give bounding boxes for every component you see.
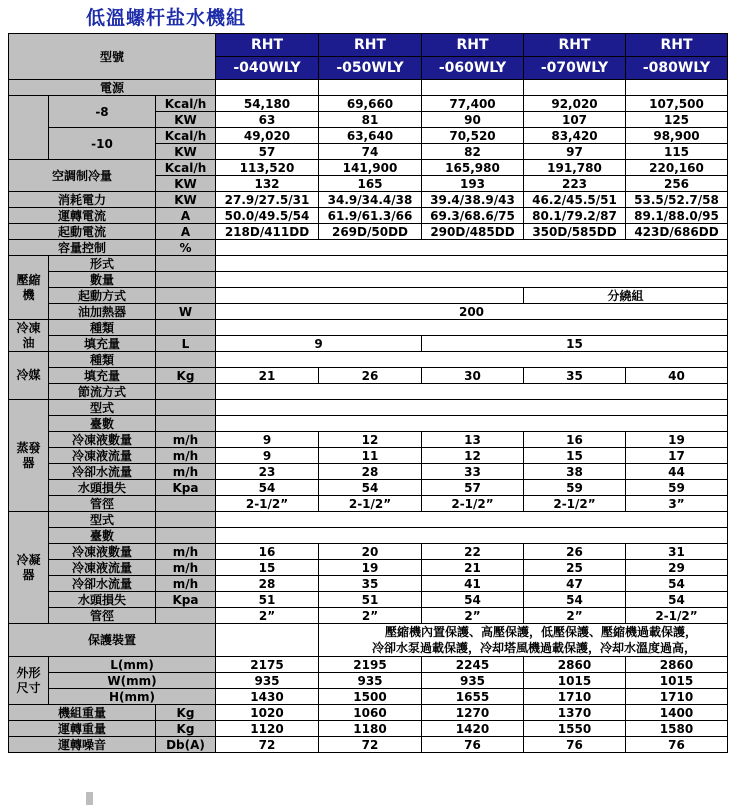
value-cell: 69,660 [319, 96, 422, 112]
unit-cell [156, 512, 216, 528]
value-cell: 290D/485DD [422, 224, 524, 240]
empty-cell [216, 528, 728, 544]
value-cell: 38 [524, 464, 626, 480]
row-label: 填充量 [49, 368, 156, 384]
temperature-label: -10 [49, 128, 156, 160]
table-row [9, 512, 728, 528]
table-row [9, 576, 728, 592]
table-row [9, 624, 728, 657]
model-name-line1: RHT [626, 34, 728, 57]
value-cell: 76 [626, 737, 728, 753]
value-cell: 40 [626, 368, 728, 384]
value-cell: 31 [626, 544, 728, 560]
table-row [9, 256, 728, 272]
value-cell: 220,160 [626, 160, 728, 176]
value-cell: 21 [422, 560, 524, 576]
value-cell: 27.9/27.5/31 [216, 192, 319, 208]
value-cell: 63,640 [319, 128, 422, 144]
empty-cell [216, 240, 728, 256]
table-row [9, 400, 728, 416]
value-cell: 1120 [216, 721, 319, 737]
model-name-line2: -050WLY [319, 57, 422, 80]
row-label: 起動電流 [9, 224, 156, 240]
value-cell: 23 [216, 464, 319, 480]
row-label: 油加熱器 [49, 304, 156, 320]
spec-table-body [9, 34, 728, 753]
unit-cell: m/h [156, 464, 216, 480]
table-row [9, 608, 728, 624]
value-cell: 28 [319, 464, 422, 480]
value-cell: 1270 [422, 705, 524, 721]
row-label: 消耗電力 [9, 192, 156, 208]
ac-cooling-label: 空調制冷量 [9, 160, 156, 192]
value-cell: 218D/411DD [216, 224, 319, 240]
unit-cell: KW [156, 144, 216, 160]
row-label: 水頭損失 [49, 480, 156, 496]
value-cell: 51 [216, 592, 319, 608]
table-row [9, 496, 728, 512]
value-cell: 423D/686DD [626, 224, 728, 240]
value-cell: 51 [319, 592, 422, 608]
value-cell: 76 [422, 737, 524, 753]
value-cell: 16 [524, 432, 626, 448]
table-row [9, 384, 728, 400]
value-cell: 269D/50DD [319, 224, 422, 240]
unit-cell [156, 496, 216, 512]
row-label: 型式 [49, 400, 156, 416]
value-cell: 935 [216, 673, 319, 689]
value-cell: 74 [319, 144, 422, 160]
unit-cell: m/h [156, 448, 216, 464]
oil-heater-value: 200 [216, 304, 728, 320]
table-row [9, 368, 728, 384]
unit-cell: KW [156, 112, 216, 128]
value-cell: 21 [216, 368, 319, 384]
value-cell: 63 [216, 112, 319, 128]
model-name-line2: -040WLY [216, 57, 319, 80]
value-cell: 1655 [422, 689, 524, 705]
oil-fill-value: 9 [216, 336, 422, 352]
value-cell: 15 [524, 448, 626, 464]
empty-cell [216, 512, 728, 528]
table-row [9, 160, 728, 176]
value-cell: 72 [216, 737, 319, 753]
value-cell: 69.3/68.6/75 [422, 208, 524, 224]
value-cell: 98,900 [626, 128, 728, 144]
value-cell: 92,020 [524, 96, 626, 112]
unit-cell [156, 288, 216, 304]
unit-cell [156, 416, 216, 432]
value-cell: 54 [524, 592, 626, 608]
table-row [9, 192, 728, 208]
value-cell: 1020 [216, 705, 319, 721]
unit-cell: KW [156, 192, 216, 208]
value-cell: 1420 [422, 721, 524, 737]
value-cell: 76 [524, 737, 626, 753]
value-cell: 61.9/61.3/66 [319, 208, 422, 224]
value-cell: 1060 [319, 705, 422, 721]
value-cell: 35 [319, 576, 422, 592]
row-label: 冷凍液數量 [49, 544, 156, 560]
value-cell: 9 [216, 432, 319, 448]
value-cell: 1015 [524, 673, 626, 689]
unit-cell: L [156, 336, 216, 352]
value-cell: 1710 [524, 689, 626, 705]
unit-cell [156, 272, 216, 288]
value-cell: 1370 [524, 705, 626, 721]
unit-cell: Kg [156, 721, 216, 737]
table-row [9, 80, 728, 96]
value-cell: 193 [422, 176, 524, 192]
value-cell: 49,020 [216, 128, 319, 144]
unit-cell [156, 352, 216, 368]
unit-cell: Db(A) [156, 737, 216, 753]
value-cell: 2-1/2” [524, 496, 626, 512]
value-cell: 97 [524, 144, 626, 160]
value-cell: 82 [422, 144, 524, 160]
unit-cell: Kcal/h [156, 160, 216, 176]
start-method-value: 分繞組 [524, 288, 728, 304]
value-cell: 46.2/45.5/51 [524, 192, 626, 208]
table-row [9, 336, 728, 352]
row-label: 冷凍液流量 [49, 560, 156, 576]
value-cell: 1500 [319, 689, 422, 705]
value-cell: 132 [216, 176, 319, 192]
table-row [9, 448, 728, 464]
empty-cell [216, 272, 728, 288]
unit-cell: Kcal/h [156, 128, 216, 144]
unit-cell: Kg [156, 705, 216, 721]
value-cell: 11 [319, 448, 422, 464]
empty-cell [216, 352, 728, 368]
unit-cell: Kg [156, 368, 216, 384]
value-cell: 9 [216, 448, 319, 464]
value-cell: 2-1/2” [319, 496, 422, 512]
table-row [9, 96, 728, 112]
unit-cell: m/h [156, 432, 216, 448]
row-label: 運轉電流 [9, 208, 156, 224]
value-cell: 1550 [524, 721, 626, 737]
value-cell: 165,980 [422, 160, 524, 176]
empty-cell [216, 256, 728, 272]
value-cell: 70,520 [422, 128, 524, 144]
model-name-line2: -060WLY [422, 57, 524, 80]
empty-cell [524, 80, 626, 96]
refrigerant-group: 冷媒 [9, 352, 49, 400]
value-cell: 1580 [626, 721, 728, 737]
unit-cell [156, 608, 216, 624]
value-cell: 54 [319, 480, 422, 496]
unit-cell [156, 400, 216, 416]
table-row [9, 737, 728, 753]
value-cell: 113,520 [216, 160, 319, 176]
value-cell: 57 [422, 480, 524, 496]
value-cell: 191,780 [524, 160, 626, 176]
table-row [9, 705, 728, 721]
empty-cell [422, 80, 524, 96]
value-cell: 1710 [626, 689, 728, 705]
value-cell: 39.4/38.9/43 [422, 192, 524, 208]
empty-cell [216, 288, 524, 304]
value-cell: 12 [422, 448, 524, 464]
protection-text [319, 624, 728, 657]
unit-cell: W [156, 304, 216, 320]
row-label: 型式 [49, 512, 156, 528]
value-cell: 25 [524, 560, 626, 576]
unit-cell [156, 528, 216, 544]
table-row [9, 528, 728, 544]
row-label: 運轉重量 [9, 721, 156, 737]
value-cell: 935 [319, 673, 422, 689]
table-row [9, 128, 728, 144]
empty-cell [216, 400, 728, 416]
value-cell: 165 [319, 176, 422, 192]
table-row [9, 689, 728, 705]
table-row [9, 721, 728, 737]
value-cell: 19 [319, 560, 422, 576]
row-label: L(mm) [49, 657, 216, 673]
unit-cell: m/h [156, 560, 216, 576]
unit-cell: m/h [156, 544, 216, 560]
value-cell: 2245 [422, 657, 524, 673]
table-row [9, 560, 728, 576]
value-cell: 57 [216, 144, 319, 160]
value-cell: 54 [422, 592, 524, 608]
value-cell: 47 [524, 576, 626, 592]
table-row [9, 208, 728, 224]
model-name-line1: RHT [422, 34, 524, 57]
value-cell: 15 [216, 560, 319, 576]
value-cell: 13 [422, 432, 524, 448]
unit-cell [156, 384, 216, 400]
value-cell: 115 [626, 144, 728, 160]
value-cell: 1400 [626, 705, 728, 721]
row-label: 容量控制 [9, 240, 156, 256]
row-label: 形式 [49, 256, 156, 272]
evaporator-group: 蒸發器 [9, 400, 49, 512]
value-cell: 19 [626, 432, 728, 448]
empty-cell [319, 80, 422, 96]
table-row [9, 657, 728, 673]
value-cell: 935 [422, 673, 524, 689]
value-cell: 54 [626, 576, 728, 592]
protection-line: 壓縮機內置保護、高壓保護，低壓保護、壓縮機過載保護， [384, 625, 697, 639]
row-label: 臺數 [49, 528, 156, 544]
table-row [9, 34, 728, 57]
value-cell: 3” [626, 496, 728, 512]
value-cell: 2” [524, 608, 626, 624]
page-marker [86, 792, 93, 805]
oil-fill-value: 15 [422, 336, 728, 352]
value-cell: 2860 [524, 657, 626, 673]
value-cell: 2860 [626, 657, 728, 673]
unit-cell: A [156, 208, 216, 224]
value-cell: 54 [626, 592, 728, 608]
value-cell: 350D/585DD [524, 224, 626, 240]
value-cell: 29 [626, 560, 728, 576]
empty-cell [216, 624, 319, 657]
power-label: 電源 [9, 80, 216, 96]
protection-line: 冷卻水泵過載保護，冷却塔風機過載保護，冷却水溫度過高， [371, 641, 696, 655]
row-label: 運轉噪音 [9, 737, 156, 753]
value-cell: 35 [524, 368, 626, 384]
value-cell: 256 [626, 176, 728, 192]
table-row [9, 240, 728, 256]
value-cell: 2-1/2” [216, 496, 319, 512]
unit-cell: A [156, 224, 216, 240]
value-cell: 17 [626, 448, 728, 464]
unit-cell [156, 256, 216, 272]
value-cell: 28 [216, 576, 319, 592]
value-cell: 80.1/79.2/87 [524, 208, 626, 224]
value-cell: 81 [319, 112, 422, 128]
unit-cell: m/h [156, 576, 216, 592]
value-cell: 30 [422, 368, 524, 384]
row-label: 種類 [49, 352, 156, 368]
unit-cell: % [156, 240, 216, 256]
model-label: 型號 [9, 34, 216, 80]
value-cell: 2175 [216, 657, 319, 673]
unit-cell: Kcal/h [156, 96, 216, 112]
row-label: 填充量 [49, 336, 156, 352]
value-cell: 1430 [216, 689, 319, 705]
value-cell: 26 [319, 368, 422, 384]
table-row [9, 288, 728, 304]
value-cell: 107,500 [626, 96, 728, 112]
unit-cell [156, 320, 216, 336]
row-label: 管徑 [49, 608, 156, 624]
value-cell: 77,400 [422, 96, 524, 112]
protection-label: 保護裝置 [9, 624, 216, 657]
value-cell: 89.1/88.0/95 [626, 208, 728, 224]
value-cell: 83,420 [524, 128, 626, 144]
row-label: 種類 [49, 320, 156, 336]
value-cell: 125 [626, 112, 728, 128]
model-name-line1: RHT [216, 34, 319, 57]
table-row [9, 432, 728, 448]
value-cell: 2” [422, 608, 524, 624]
value-cell: 22 [422, 544, 524, 560]
oil-group: 冷凍油 [9, 320, 49, 352]
model-name-line2: -080WLY [626, 57, 728, 80]
empty-cell [216, 320, 728, 336]
value-cell: 2195 [319, 657, 422, 673]
value-cell: 53.5/52.7/58 [626, 192, 728, 208]
row-label: 冷卻水流量 [49, 464, 156, 480]
row-label: 起動方式 [49, 288, 156, 304]
model-name-line2: -070WLY [524, 57, 626, 80]
value-cell: 107 [524, 112, 626, 128]
model-name-line1: RHT [524, 34, 626, 57]
value-cell: 2-1/2” [626, 608, 728, 624]
temperature-label: -8 [49, 96, 156, 128]
row-label: 冷凍液流量 [49, 448, 156, 464]
table-row [9, 592, 728, 608]
row-label: W(mm) [49, 673, 216, 689]
value-cell: 34.9/34.4/38 [319, 192, 422, 208]
value-cell: 2” [216, 608, 319, 624]
value-cell: 44 [626, 464, 728, 480]
table-row [9, 320, 728, 336]
unit-cell: Kpa [156, 592, 216, 608]
unit-cell: KW [156, 176, 216, 192]
page-title: 低溫螺杆盐水機組 [86, 7, 247, 29]
value-cell: 2” [319, 608, 422, 624]
table-row [9, 352, 728, 368]
value-cell: 1180 [319, 721, 422, 737]
value-cell: 50.0/49.5/54 [216, 208, 319, 224]
dimensions-group: 外形尺寸 [9, 657, 49, 705]
value-cell: 59 [524, 480, 626, 496]
value-cell: 59 [626, 480, 728, 496]
value-cell: 16 [216, 544, 319, 560]
value-cell: 72 [319, 737, 422, 753]
empty-cell [626, 80, 728, 96]
spec-table [8, 33, 728, 753]
row-label: 臺數 [49, 416, 156, 432]
empty-cell [216, 80, 319, 96]
table-row [9, 544, 728, 560]
value-cell: 33 [422, 464, 524, 480]
value-cell: 54,180 [216, 96, 319, 112]
row-label: 冷凍液數量 [49, 432, 156, 448]
condenser-group: 冷凝器 [9, 512, 49, 624]
table-row [9, 224, 728, 240]
compressor-group: 壓縮機 [9, 256, 49, 320]
row-label: 機組重量 [9, 705, 156, 721]
table-row [9, 673, 728, 689]
model-name-line1: RHT [319, 34, 422, 57]
value-cell: 90 [422, 112, 524, 128]
row-label: 水頭損失 [49, 592, 156, 608]
value-cell: 26 [524, 544, 626, 560]
value-cell: 2-1/2” [422, 496, 524, 512]
row-label: 數量 [49, 272, 156, 288]
row-label: 節流方式 [49, 384, 156, 400]
value-cell: 54 [216, 480, 319, 496]
unit-cell: Kpa [156, 480, 216, 496]
value-cell: 20 [319, 544, 422, 560]
row-label: H(mm) [49, 689, 216, 705]
value-cell: 223 [524, 176, 626, 192]
table-row [9, 272, 728, 288]
empty-cell [216, 384, 728, 400]
value-cell: 141,900 [319, 160, 422, 176]
value-cell: 41 [422, 576, 524, 592]
row-label: 管徑 [49, 496, 156, 512]
empty-cell [216, 416, 728, 432]
table-row [9, 304, 728, 320]
value-cell: 12 [319, 432, 422, 448]
value-cell: 1015 [626, 673, 728, 689]
table-row [9, 480, 728, 496]
table-row [9, 416, 728, 432]
table-row [9, 464, 728, 480]
row-label: 冷卻水流量 [49, 576, 156, 592]
temperature-group [9, 96, 49, 160]
